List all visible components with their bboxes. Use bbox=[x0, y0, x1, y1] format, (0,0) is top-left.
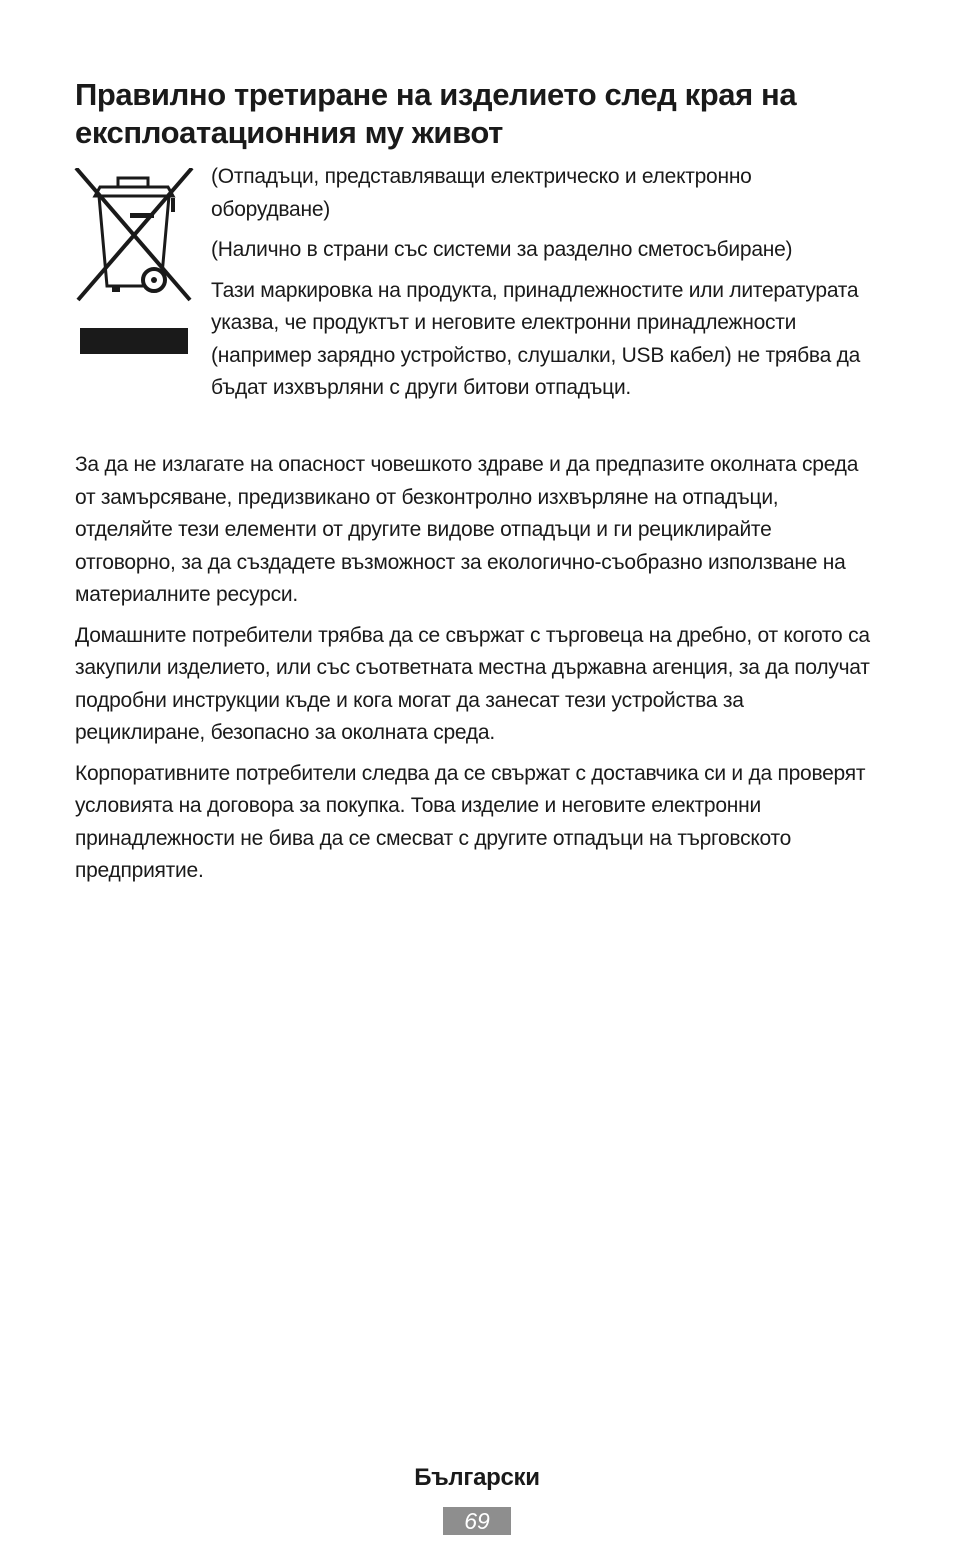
page-number: 69 bbox=[443, 1507, 511, 1535]
intro-paragraph-1: (Отпадъци, представляващи електрическо и електронно оборудване) bbox=[211, 165, 752, 221]
body-paragraph-2: Домашните потребители трябва да се свържат с търговеца на дребно, от когото са закупили изделието, или със съответната местна държавна агенция, за да получат подробни инструкции къде и кога могат да занесат тези устройства за рециклиране, безопасно за околната среда. bbox=[75, 623, 870, 744]
page-title: Правилно третиране на изделието след края на експлоатационния му живот bbox=[75, 77, 797, 150]
intro-paragraph-2: (Налично в страни със системи за разделно сметосъбиране) bbox=[211, 238, 793, 261]
body-paragraph-3: Корпоративните потребители следва да се свържат с доставчика си и да проверят условията на договора за покупка. Това изделие и неговите електронни принадлежности не бива да се смесват с другите отпадъци на търговското предприятие. bbox=[75, 761, 866, 882]
footer-language: Български bbox=[414, 1464, 540, 1491]
intro-paragraph-3: Тази маркировка на продукта, принадлежностите или литературата указва, че продуктът и неговите електронни принадлежности (например зарядно устройство, слушалки, USB кабел) не трябва да бъдат изхвърляни с други битови отпадъци. bbox=[211, 278, 861, 399]
body-section bbox=[75, 449, 875, 896]
body-paragraph-1: За да не излагате на опасност човешкото здраве и да предпазите околната среда от замърсяване, предизвикано от безконтролно изхвърляне на отпадъци, отделяйте тези елементи от другите видове отпадъци и ги рециклирайте отговорно, за да създадете възможност за екологично-съобразно използване на материалните ресурси. bbox=[75, 453, 859, 606]
intro-section bbox=[75, 161, 875, 417]
